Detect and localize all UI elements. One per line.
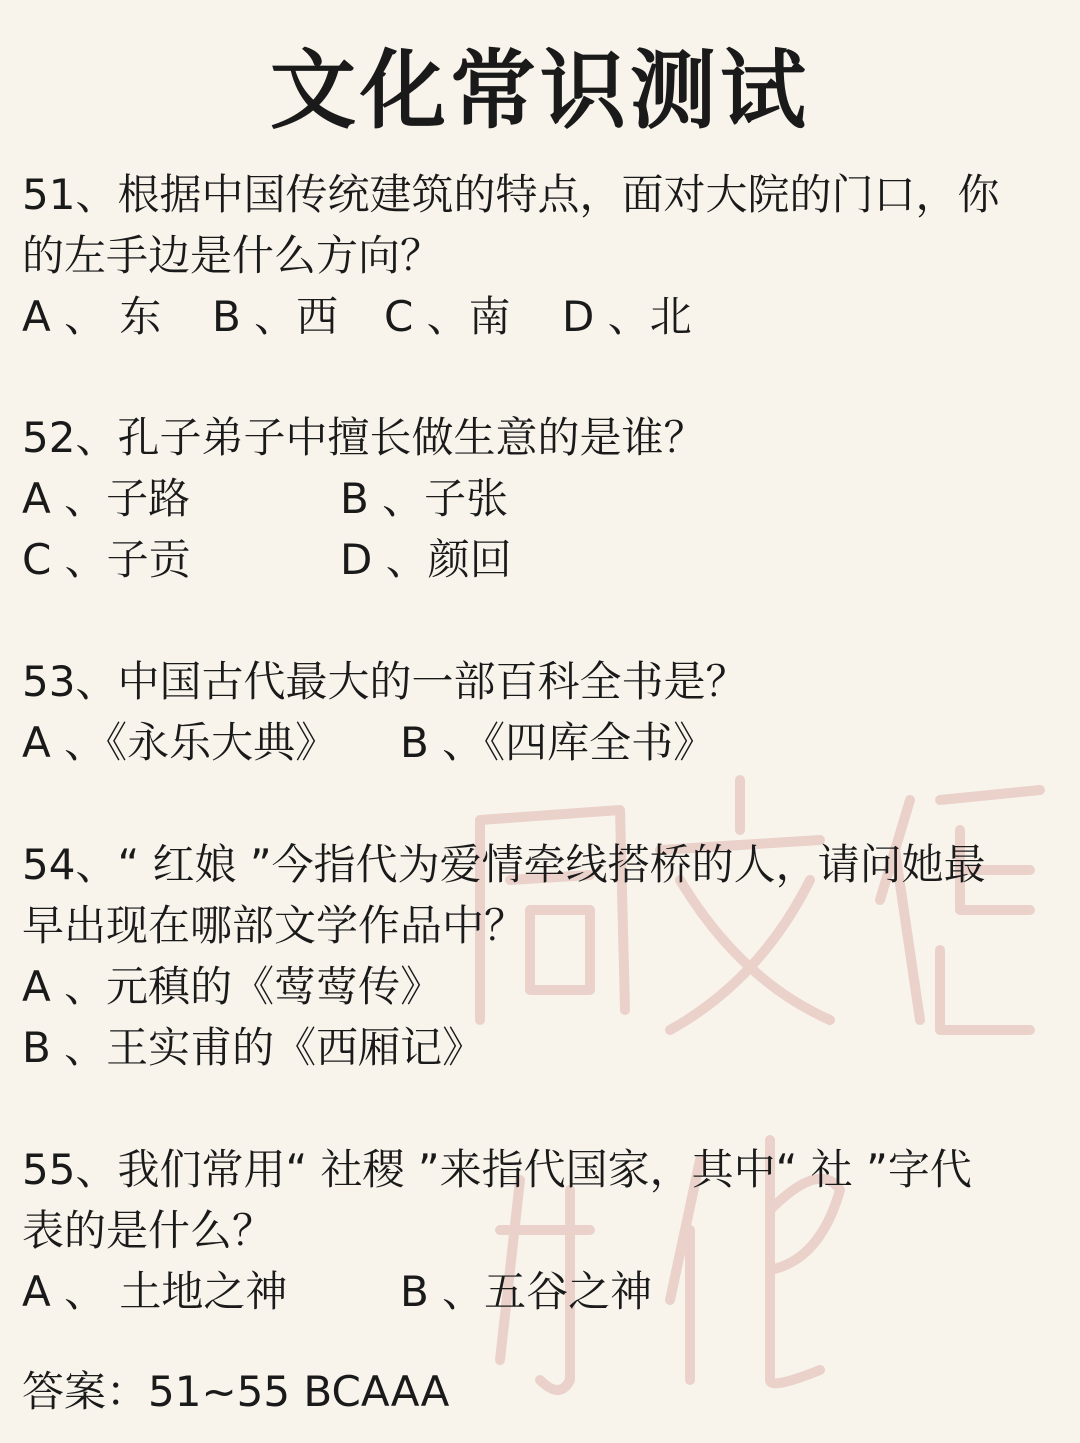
question-52-line-1: 52、孔子弟子中擅长做生意的是谁？ [22,413,706,462]
option-b: B 、子张 [340,474,509,523]
question-54-option-b: B 、王实甫的《西厢记》 [22,1023,485,1072]
option-b: B 、五谷之神 [400,1267,653,1316]
option-b: B 、《四库全书》 [400,718,716,767]
question-51-line-1: 51、根据中国传统建筑的特点，面对大院的门口，你 [22,170,1000,219]
page-title: 文化常识测试 [270,41,810,141]
option-a: A 、 土地之神 [22,1267,288,1316]
question-55-line-2: 表的是什么？ [22,1206,275,1255]
question-55-line-1: 55、我们常用“ 社稷 ”来指代国家，其中“ 社 ”字代 [22,1145,972,1194]
option-d: D 、颜回 [340,535,512,584]
option-c: C 、子贡 [22,535,191,584]
answer-key: 答案：51~55 BCAAA [22,1367,450,1416]
option-c: C 、南 [384,292,511,341]
option-a: A 、子路 [22,474,191,523]
question-53-line-1: 53、中国古代最大的一部百科全书是？ [22,657,748,706]
option-d: D 、北 [562,292,692,341]
option-a: A 、《永乐大典》 [22,718,338,767]
question-51-line-2: 的左手边是什么方向？ [22,231,443,280]
question-54-line-1: 54、“ 红娘 ”今指代为爱情牵线搭桥的人，请问她最 [22,840,986,889]
option-a: A 、 东 [22,292,162,341]
option-b: B 、西 [212,292,339,341]
question-54-line-2: 早出现在哪部文学作品中？ [22,901,527,950]
question-54-option-a: A 、元稹的《莺莺传》 [22,962,443,1011]
